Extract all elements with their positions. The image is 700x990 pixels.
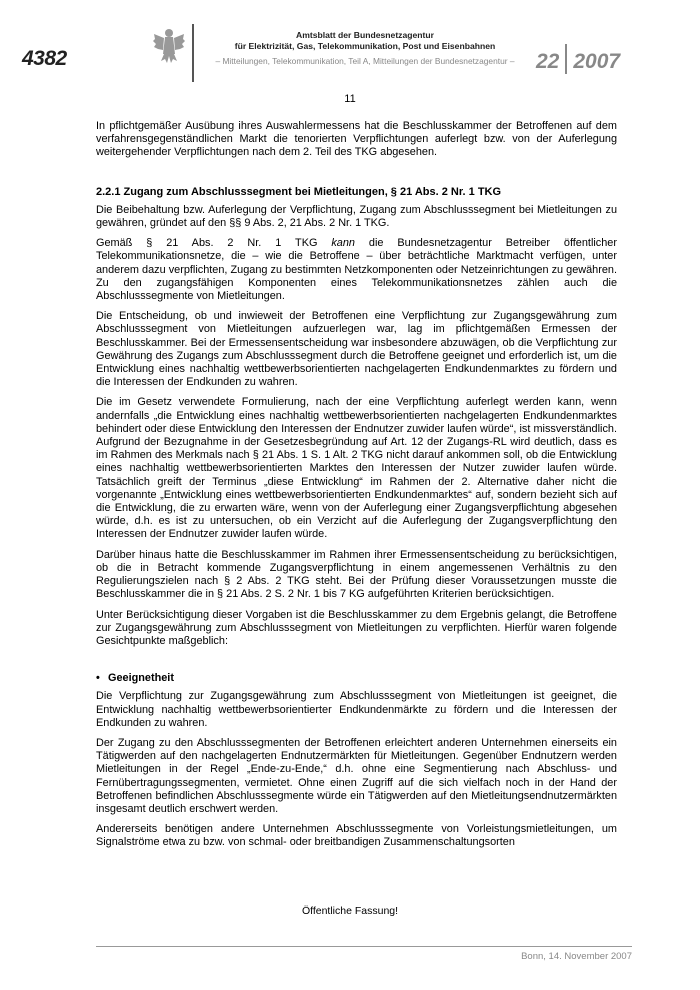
bullet-heading-text: Geeignetheit: [108, 672, 174, 685]
footer-divider: [96, 946, 632, 947]
section-heading: 2.2.1 Zugang zum Abschlusssegment bei Mietleitungen, § 21 Abs. 2 Nr. 1 TKG: [96, 185, 502, 198]
paragraph-text: die Bundesnetzagentur Betreiber öffentlicher Telekommunikationsnetze, die – wie die Betroffene – über beträchtliche Marktmacht verfügen, unter anderem dazu verpflichten, Zugang zu bestimmten Netzkomponenten oder Netzeinrichtungen zu gewähren. Zu den zugangsfähigen Komponenten eines Telekommunikationsnetzes zählen auch die Abschlusssegmente von Mietleitungen.: [96, 237, 617, 303]
gazette-title-line-2: für Elektrizität, Gas, Telekommunikation, Post und Eisenbahnen: [234, 41, 496, 51]
bullet-heading: [96, 672, 617, 685]
paragraph: Unter Berücksichtigung dieser Vorgaben ist die Beschlusskammer zu dem Ergebnis gelangt, die Betroffene zur Zugangsgewährung zum Abschlusssegment von Mietleitungen zu verpflichten. Hierfür waren folgende Gesichtpunkte maßgeblich:: [96, 608, 617, 647]
header-divider: [192, 24, 194, 82]
gazette-page-number: 4382: [22, 47, 67, 70]
issue-label: [536, 44, 620, 74]
paragraph: Die Beibehaltung bzw. Auferlegung der Verpflichtung, Zugang zum Abschlusssegment bei Mietleitungen zu gewähren, gründet auf den §§ 9 Abs. 2, 21 Abs. 2 Nr. 1 TKG.: [96, 203, 617, 230]
gazette-title-line-1: Amtsblatt der Bundesnetzagentur: [296, 30, 434, 40]
paragraph-text: Gemäß § 21 Abs. 2 Nr. 1 TKG: [96, 237, 332, 250]
footer-date: Bonn, 14. November 2007: [521, 951, 632, 962]
document-page-number: 11: [344, 93, 356, 105]
document-body: [96, 120, 617, 857]
paragraph: Die Verpflichtung zur Zugangsgewährung zum Abschlusssegment von Mietleitungen ist geeignet, die Entwicklung nachhaltig wettbewerbsorientierter Endkundenmärkte zu fördern und die Interessen der Endkunden zu wahren.: [96, 690, 617, 729]
emphasis-text: kann: [331, 237, 355, 250]
issue-number: 22: [536, 50, 560, 73]
paragraph: Die Entscheidung, ob und inwieweit der Betroffenen eine Verpflichtung zur Zugangsgewährung zum Abschlusssegment von Mietleitungen aufzuerlegen war, lag im pflichtgemäßen Ermessen der Beschlusskammer. Bei der Ermessensentscheidung war insbesondere abzuwägen, ob die Verpflichtung zur Gewährung des Zugangs zum Abschlusssegment durch die Betroffene geeignet und erforderlich ist, um die Entwicklung eines nachhaltig wettbewerbsorientierten nachgelagerten Endkundenmarktes zu fördern und die Interessen der Endkunden zu wahren.: [96, 310, 617, 389]
page-header: [0, 0, 700, 90]
issue-year: 2007: [573, 50, 621, 73]
public-version-note: Öffentliche Fassung!: [301, 905, 399, 917]
gazette-subtitle: – Mitteilungen, Telekommunikation, Teil A, Mitteilungen der Bundesnetzagentur –: [215, 56, 515, 66]
bullet-icon: •: [96, 672, 100, 685]
paragraph: In pflichtgemäßer Ausübung ihres Auswahlermessens hat die Beschlusskammer der Betroffenen auf dem verfahrensgegenständlichen Markt die tenorierten Verpflichtungen auferlegt bzw. von der Auferlegung weitergehender Verpflichtungen nach dem 2. Teil des TKG abgesehen.: [96, 120, 617, 159]
issue-divider: [565, 44, 567, 74]
paragraph: [96, 237, 617, 303]
paragraph: Darüber hinaus hatte die Beschlusskammer im Rahmen ihrer Ermessensentscheidung zu berücksichtigen, ob die in Betracht kommende Zugangsverpflichtung in einem angemessenen Verhältnis zu den Regulierungszielen nach § 2 Abs. 2 TKG steht. Bei der Prüfung dieser Voraussetzungen musste die Beschlusskammer die in § 21 Abs. 2 S. 2 Nr. 1 bis 7 KG aufgeführten Kriterien berücksichtigen.: [96, 548, 617, 601]
paragraph: Andererseits benötigen andere Unternehmen Abschlusssegmente von Vorleistungsmietleitungen, um Signalströme etwa zu bzw. von schmal- oder breitbandigen Zusammenschaltungsorten: [96, 823, 617, 849]
federal-eagle-icon: [152, 26, 186, 64]
gazette-title: [200, 30, 530, 52]
paragraph: Die im Gesetz verwendete Formulierung, nach der eine Verpflichtung auferlegt werden kann, wenn andernfalls „die Entwicklung eines nachhaltig wettbewerbsorientierten nachgelagerten Endkundenmarktes behindert oder diese Entwicklung den Interessen der Endnutzer zuwider laufen würde“, ist missverständlich. Aufgrund der Bezugnahme in der Gesetzesbegründung auf Art. 12 der Zugangs-RL wird deutlich, dass es im Rahmen des Merkmals nach § 21 Abs. 1 S. 1 Alt. 2 TKG nicht darauf ankommen soll, ob die Entwicklung eines nachhaltig wettbewerbsorientierten Marktes den Interessen der Nutzer zuwider laufen würde. Tatsächlich greift der Terminus „diese Entwicklung“ im Rahmen der 2. Alternative daher nicht die vorgenannte „Entwicklung eines wettbewerbsorientierten Endkundenmarktes“ auf, sondern bezieht sich auf die Entwicklung, die zu erwarten wäre, wenn von der Auferlegung einer Zugangsverpflichtung abgesehen würde, d.h. es ist zu untersuchen, ob ein Verzicht auf die Auferlegung der Zugangsverpflichtung den Interessen der Endnutzer zuwider laufen würde.: [96, 396, 617, 541]
paragraph: Der Zugang zu den Abschlusssegmenten der Betroffenen erleichtert anderen Unternehmen einerseits ein Tätigwerden auf den nachgelagerten Endnutzermärkten für Mietleitungen. Gegenüber Endnutzern werden Mietleitungen in der Regel „Ende-zu-Ende,“ d.h. ohne eine Segmentierung nach Abschluss- und Fernübertragungssegmenten, vermietet. Ohne einen Zugriff auf die sich vielfach noch in der Hand der Betroffenen befindlichen Abschlusssegmente würde ein Tätigwerden auf den Mietleitungsendnutzermärkten insgesamt deutlich erschwert werden.: [96, 736, 617, 815]
